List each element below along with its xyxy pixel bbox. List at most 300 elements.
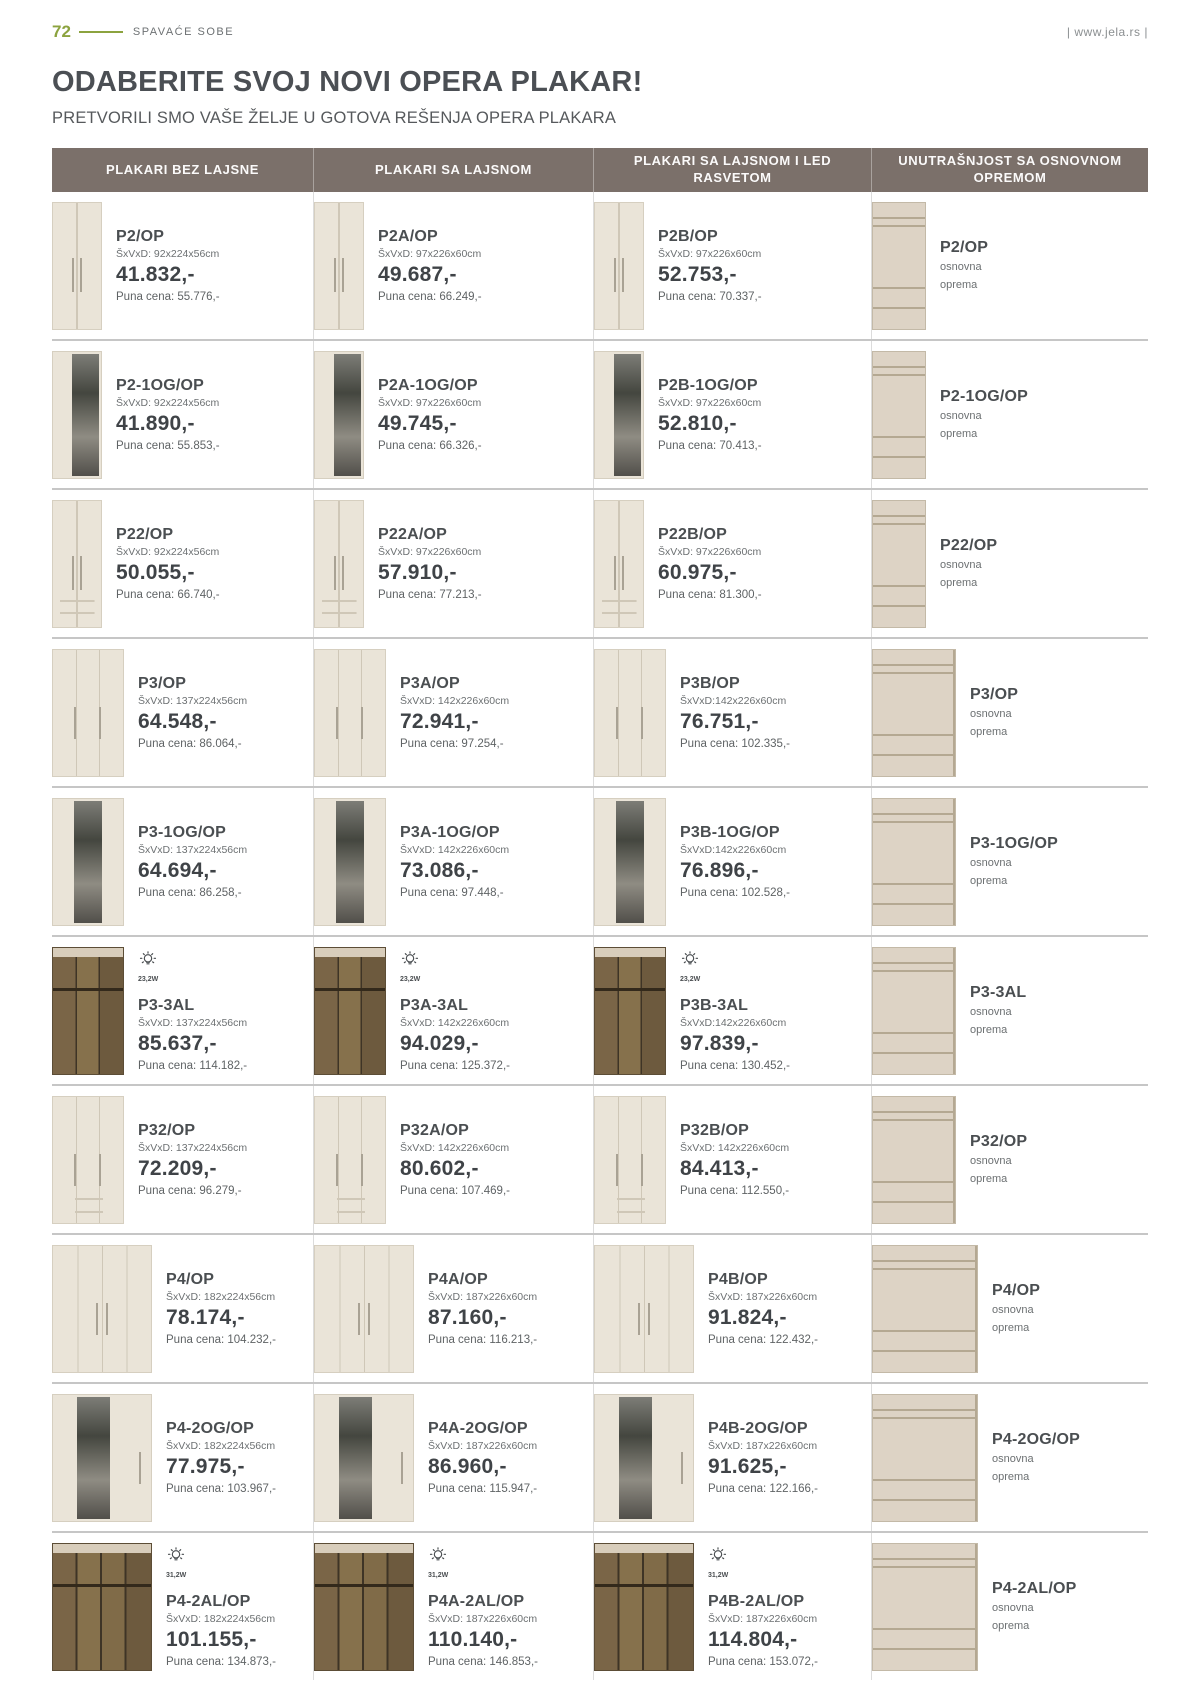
product-cell [313,1086,593,1233]
product-cell [52,192,313,339]
product-full-price: Puna cena: 55.853,- [116,440,220,452]
interior-cell [871,788,1148,935]
product-dimensions: ŠxVxD:142x226x60cm [680,844,787,856]
interior-caption-line1: osnovna [940,409,982,422]
product-price: 49.745,- [378,412,457,435]
led-indicator [680,950,790,983]
product-full-price: Puna cena: 86.258,- [138,887,242,899]
interior-image [872,1543,978,1671]
product-code: P3A-1OG/OP [400,824,500,841]
product-info [166,1546,276,1668]
product-cell [313,1533,593,1680]
wardrobe-image [594,1543,694,1671]
product-cell [52,1384,313,1531]
table-row [52,1384,1148,1533]
interior-code: P2/OP [940,238,989,256]
wardrobe-image [594,1245,694,1373]
product-price: 91.824,- [708,1306,787,1329]
product-dimensions: ŠxVxD: 187x226x60cm [428,1612,538,1625]
product-code: P32B/OP [680,1122,749,1139]
product-full-price: Puna cena: 130.452,- [680,1059,790,1072]
product-dimensions: ŠxVxD: 137x224x56cm [138,1016,248,1029]
interior-image [872,649,956,777]
interior-info [970,835,1058,889]
product-code: P2A-1OG/OP [378,377,478,394]
interior-info [970,984,1026,1038]
interior-caption-line1: osnovna [940,558,982,571]
product-cell [313,1235,593,1382]
interior-code: P4-2AL/OP [992,1579,1077,1597]
product-price: 76.896,- [680,859,759,882]
interior-info [970,1133,1027,1187]
wardrobe-image [52,947,124,1075]
product-info [138,950,247,1072]
product-full-price: Puna cena: 97.448,- [400,887,504,899]
product-dimensions: ŠxVxD: 187x226x60cm [708,1440,818,1452]
interior-image [872,798,956,926]
product-dimensions: ŠxVxD: 97x226x60cm [378,546,482,558]
interior-caption-line1: osnovna [970,856,1012,869]
led-bulb-icon [166,1546,186,1566]
product-dimensions: ŠxVxD:142x226x60cm [680,1016,787,1029]
led-wattage: 23,2W [400,975,421,983]
table-row [52,639,1148,788]
product-cell [593,1235,871,1382]
product-cell [313,192,593,339]
product-dimensions: ŠxVxD: 187x226x60cm [708,1612,818,1625]
product-code: P2-1OG/OP [116,377,205,394]
table-row [52,937,1148,1086]
led-indicator [708,1546,818,1579]
product-price: 57.910,- [378,561,457,584]
product-dimensions: ŠxVxD: 142x226x60cm [400,844,510,856]
interior-caption-line1: osnovna [992,1303,1034,1316]
product-dimensions: ŠxVxD: 182x224x56cm [166,1612,276,1625]
wardrobe-image [314,1394,414,1522]
product-price: 50.055,- [116,561,195,584]
product-cell [593,192,871,339]
table-row [52,192,1148,341]
column-header-bar [52,148,1148,192]
wardrobe-image [314,1543,414,1671]
wardrobe-image [52,1096,124,1224]
led-indicator [428,1546,538,1579]
accent-line [79,31,123,33]
interior-image [872,947,956,1075]
product-price: 64.694,- [138,859,217,882]
product-price: 80.602,- [400,1157,479,1180]
interior-caption-line1: osnovna [970,707,1012,720]
column-header-unutrasnjost: UNUTRAŠNJOST SA OSNOVNOM OPREMOM [871,148,1148,192]
product-code: P3-1OG/OP [138,824,227,841]
product-info [428,1420,537,1495]
product-code: P2B-1OG/OP [658,377,758,394]
column-header-plakari-sa-lajsnom-led: PLAKARI SA LAJSNOM I LED RASVETOM [593,148,871,192]
product-info [116,228,220,303]
led-indicator [400,950,510,983]
product-full-price: Puna cena: 104.232,- [166,1334,276,1346]
led-indicator [166,1546,276,1579]
product-cell [313,341,593,488]
product-cell [593,639,871,786]
product-info [658,526,762,601]
wardrobe-image [52,500,102,628]
product-code: P3A-3AL [400,996,469,1014]
product-dimensions: ŠxVxD: 142x226x60cm [400,695,510,707]
interior-caption-line2: oprema [992,1321,1030,1334]
product-code: P4B/OP [708,1271,768,1288]
product-price: 86.960,- [428,1455,507,1478]
product-info [708,1546,818,1668]
product-dimensions: ŠxVxD: 142x226x60cm [680,1142,790,1154]
wardrobe-image [52,351,102,479]
section-label: SPAVAĆE SOBE [132,26,235,38]
product-code: P4A-2OG/OP [428,1420,528,1437]
product-dimensions: ŠxVxD: 97x226x60cm [658,248,762,260]
product-cell [52,341,313,488]
table-row [52,490,1148,639]
interior-caption-line2: oprema [940,576,978,589]
product-dimensions: ŠxVxD: 92x224x56cm [116,248,220,260]
product-price: 73.086,- [400,859,479,882]
product-price: 49.687,- [378,263,457,286]
product-cell [313,1384,593,1531]
wardrobe-image [594,947,666,1075]
product-dimensions: ŠxVxD: 97x226x60cm [658,546,762,558]
led-wattage: 23,2W [680,975,701,983]
product-info [680,950,790,1072]
product-price: 78.174,- [166,1306,245,1329]
led-bulb-icon [428,1546,448,1566]
product-price: 101.155,- [166,1627,257,1651]
product-price: 41.890,- [116,412,195,435]
interior-code: P2-1OG/OP [940,387,1029,405]
wardrobe-image [314,649,386,777]
interior-caption-line2: oprema [970,874,1008,887]
product-full-price: Puna cena: 116.213,- [428,1334,538,1346]
product-code: P2B/OP [658,228,718,245]
product-dimensions: ŠxVxD: 187x226x60cm [708,1291,818,1303]
led-wattage: 31,2W [166,1571,187,1579]
product-info [708,1271,818,1346]
product-price: 94.029,- [400,1031,479,1055]
product-price: 84.413,- [680,1157,759,1180]
product-cell [52,937,313,1084]
product-full-price: Puna cena: 70.337,- [658,291,762,303]
product-full-price: Puna cena: 96.279,- [138,1185,242,1197]
wardrobe-image [594,202,644,330]
website-label: | www.jela.rs | [1066,25,1148,39]
led-bulb-icon [400,950,420,970]
product-price: 97.839,- [680,1031,759,1055]
interior-cell [871,192,1148,339]
product-price: 52.810,- [658,412,737,435]
product-full-price: Puna cena: 114.182,- [138,1059,248,1072]
product-dimensions: ŠxVxD: 97x226x60cm [658,397,762,409]
page-subtitle: PRETVORILI SMO VAŠE ŽELJE U GOTOVA REŠENJA OPERA PLAKARA [52,109,617,127]
interior-caption-line2: oprema [992,1619,1030,1632]
product-cell [593,788,871,935]
led-bulb-icon [708,1546,728,1566]
product-code: P3-3AL [138,996,195,1014]
product-cell [593,1533,871,1680]
table-row [52,788,1148,937]
interior-cell [871,1533,1148,1680]
product-cell [52,1235,313,1382]
interior-image [872,1394,978,1522]
product-price: 72.209,- [138,1157,217,1180]
interior-cell [871,490,1148,637]
product-info [166,1420,276,1495]
product-price: 72.941,- [400,710,479,733]
interior-code: P4-2OG/OP [992,1430,1081,1448]
product-info [658,377,762,452]
product-cell [593,937,871,1084]
table-row [52,341,1148,490]
product-full-price: Puna cena: 55.776,- [116,291,220,303]
wardrobe-image [594,798,666,926]
product-dimensions: ŠxVxD: 182x224x56cm [166,1440,276,1452]
product-dimensions: ŠxVxD: 97x226x60cm [378,248,482,260]
product-full-price: Puna cena: 86.064,- [138,738,242,750]
interior-caption-line1: osnovna [970,1154,1012,1167]
product-price: 91.625,- [708,1455,787,1478]
interior-caption-line1: osnovna [992,1452,1034,1465]
product-dimensions: ŠxVxD: 142x226x60cm [400,1016,510,1029]
product-info [428,1271,537,1346]
product-full-price: Puna cena: 115.947,- [428,1483,538,1495]
product-info [680,1122,789,1197]
product-code: P22/OP [116,526,174,543]
product-full-price: Puna cena: 81.300,- [658,589,762,601]
product-cell [593,490,871,637]
product-dimensions: ŠxVxD:142x226x60cm [680,695,787,707]
product-dimensions: ŠxVxD: 92x224x56cm [116,546,220,558]
interior-cell [871,341,1148,488]
interior-code: P3-3AL [970,983,1027,1001]
product-cell [52,1086,313,1233]
wardrobe-image [314,798,386,926]
wardrobe-image [594,351,644,479]
wardrobe-image [594,500,644,628]
product-full-price: Puna cena: 122.166,- [708,1483,818,1495]
product-price: 110.140,- [428,1627,518,1651]
interior-image [872,351,926,479]
product-cell [52,1533,313,1680]
table-body [52,192,1148,1680]
product-price: 52.753,- [658,263,737,286]
product-dimensions: ŠxVxD: 182x224x56cm [166,1291,276,1303]
product-full-price: Puna cena: 97.254,- [400,738,504,750]
product-info [680,675,790,750]
product-full-price: Puna cena: 103.967,- [166,1483,276,1495]
interior-info [940,239,988,293]
product-price: 77.975,- [166,1455,245,1478]
product-info [658,228,762,303]
product-price: 64.548,- [138,710,217,733]
product-info [400,824,509,899]
product-info [400,950,510,1072]
table-row [52,1235,1148,1384]
interior-info [940,537,997,591]
product-price: 85.637,- [138,1031,217,1055]
product-info [138,824,247,899]
interior-image [872,500,926,628]
wardrobe-image [314,1245,414,1373]
interior-info [940,388,1028,442]
product-full-price: Puna cena: 107.469,- [400,1185,510,1197]
product-info [138,1122,247,1197]
product-code: P4B-2OG/OP [708,1420,808,1437]
table-row [52,1086,1148,1235]
interior-cell [871,639,1148,786]
product-cell [313,937,593,1084]
interior-caption-line2: oprema [970,725,1008,738]
product-code: P3A/OP [400,675,460,692]
page-number: 72 [52,22,71,41]
product-code: P4A/OP [428,1271,488,1288]
product-code: P3/OP [138,675,187,692]
product-full-price: Puna cena: 77.213,- [378,589,482,601]
led-bulb-icon [680,950,700,970]
interior-caption-line2: oprema [940,427,978,440]
product-cell [593,341,871,488]
product-code: P32A/OP [400,1122,469,1139]
interior-cell [871,1384,1148,1531]
product-full-price: Puna cena: 102.335,- [680,738,790,750]
wardrobe-image [314,202,364,330]
product-code: P2A/OP [378,228,438,245]
product-code: P4/OP [166,1271,215,1288]
interior-code: P3-1OG/OP [970,834,1059,852]
product-cell [52,490,313,637]
product-dimensions: ŠxVxD: 142x226x60cm [400,1142,510,1154]
product-cell [313,639,593,786]
product-code: P22A/OP [378,526,447,543]
wardrobe-image [52,202,102,330]
wardrobe-image [314,500,364,628]
interior-code: P32/OP [970,1132,1028,1150]
wardrobe-image [594,649,666,777]
product-code: P4-2OG/OP [166,1420,255,1437]
interior-cell [871,1235,1148,1382]
product-info [378,377,482,452]
product-info [428,1546,538,1668]
product-price: 76.751,- [680,710,759,733]
page-header [52,20,1148,44]
product-code: P4-2AL/OP [166,1592,251,1610]
product-full-price: Puna cena: 66.740,- [116,589,220,601]
interior-image [872,202,926,330]
product-full-price: Puna cena: 70.413,- [658,440,762,452]
product-info [166,1271,276,1346]
wardrobe-image [594,1394,694,1522]
product-code: P2/OP [116,228,165,245]
wardrobe-image [52,649,124,777]
table-row [52,1533,1148,1680]
product-full-price: Puna cena: 146.853,- [428,1655,538,1668]
product-cell [313,788,593,935]
led-wattage: 31,2W [708,1571,729,1579]
interior-info [970,686,1018,740]
product-price: 114.804,- [708,1627,798,1651]
interior-info [992,1580,1077,1634]
wardrobe-image [52,1394,152,1522]
interior-code: P4/OP [992,1281,1041,1299]
led-wattage: 23,2W [138,975,159,983]
product-full-price: Puna cena: 134.873,- [166,1655,276,1668]
wardrobe-image [594,1096,666,1224]
wardrobe-image [52,1543,152,1671]
interior-caption-line2: oprema [970,1023,1008,1036]
interior-image [872,1096,956,1224]
interior-code: P22/OP [940,536,998,554]
product-info [116,377,220,452]
column-header-plakari-sa-lajsnom: PLAKARI SA LAJSNOM [313,148,593,192]
wardrobe-image [314,351,364,479]
product-code: P4B-2AL/OP [708,1592,805,1610]
product-dimensions: ŠxVxD: 137x224x56cm [138,1142,248,1154]
interior-info [992,1431,1080,1485]
product-price: 60.975,- [658,561,737,584]
wardrobe-image [314,1096,386,1224]
interior-cell [871,937,1148,1084]
product-info [138,675,247,750]
product-full-price: Puna cena: 153.072,- [708,1655,818,1668]
product-dimensions: ŠxVxD: 137x224x56cm [138,844,248,856]
product-full-price: Puna cena: 122.432,- [708,1334,818,1346]
led-bulb-icon [138,950,158,970]
product-dimensions: ŠxVxD: 97x226x60cm [378,397,482,409]
product-code: P3B-1OG/OP [680,824,780,841]
product-cell [593,1086,871,1233]
product-code: P22B/OP [658,526,727,543]
interior-caption-line1: osnovna [970,1005,1012,1018]
product-dimensions: ŠxVxD: 187x226x60cm [428,1291,538,1303]
product-full-price: Puna cena: 66.249,- [378,291,482,303]
interior-code: P3/OP [970,685,1019,703]
led-indicator [138,950,247,983]
product-full-price: Puna cena: 66.326,- [378,440,482,452]
product-table [52,148,1148,1680]
product-full-price: Puna cena: 102.528,- [680,887,790,899]
product-code: P32/OP [138,1122,196,1139]
product-full-price: Puna cena: 125.372,- [400,1059,510,1072]
product-dimensions: ŠxVxD: 137x224x56cm [138,695,248,707]
page-title: ODABERITE SVOJ NOVI OPERA PLAKAR! [52,66,643,98]
product-cell [52,639,313,786]
wardrobe-image [52,1245,152,1373]
led-wattage: 31,2W [428,1571,449,1579]
wardrobe-image [52,798,124,926]
product-info [378,526,482,601]
product-info [400,1122,510,1197]
product-info [400,675,509,750]
product-cell [52,788,313,935]
product-dimensions: ŠxVxD: 92x224x56cm [116,397,220,409]
interior-caption-line2: oprema [970,1172,1008,1185]
product-full-price: Puna cena: 112.550,- [680,1185,790,1197]
product-info [116,526,220,601]
column-header-plakari-bez-lajsne: PLAKARI BEZ LAJSNE [105,161,260,177]
product-dimensions: ŠxVxD: 187x226x60cm [428,1440,538,1452]
product-code: P3B/OP [680,675,740,692]
product-code: P4A-2AL/OP [428,1592,525,1610]
product-cell [593,1384,871,1531]
interior-cell [871,1086,1148,1233]
product-info [378,228,482,303]
product-info [680,824,790,899]
